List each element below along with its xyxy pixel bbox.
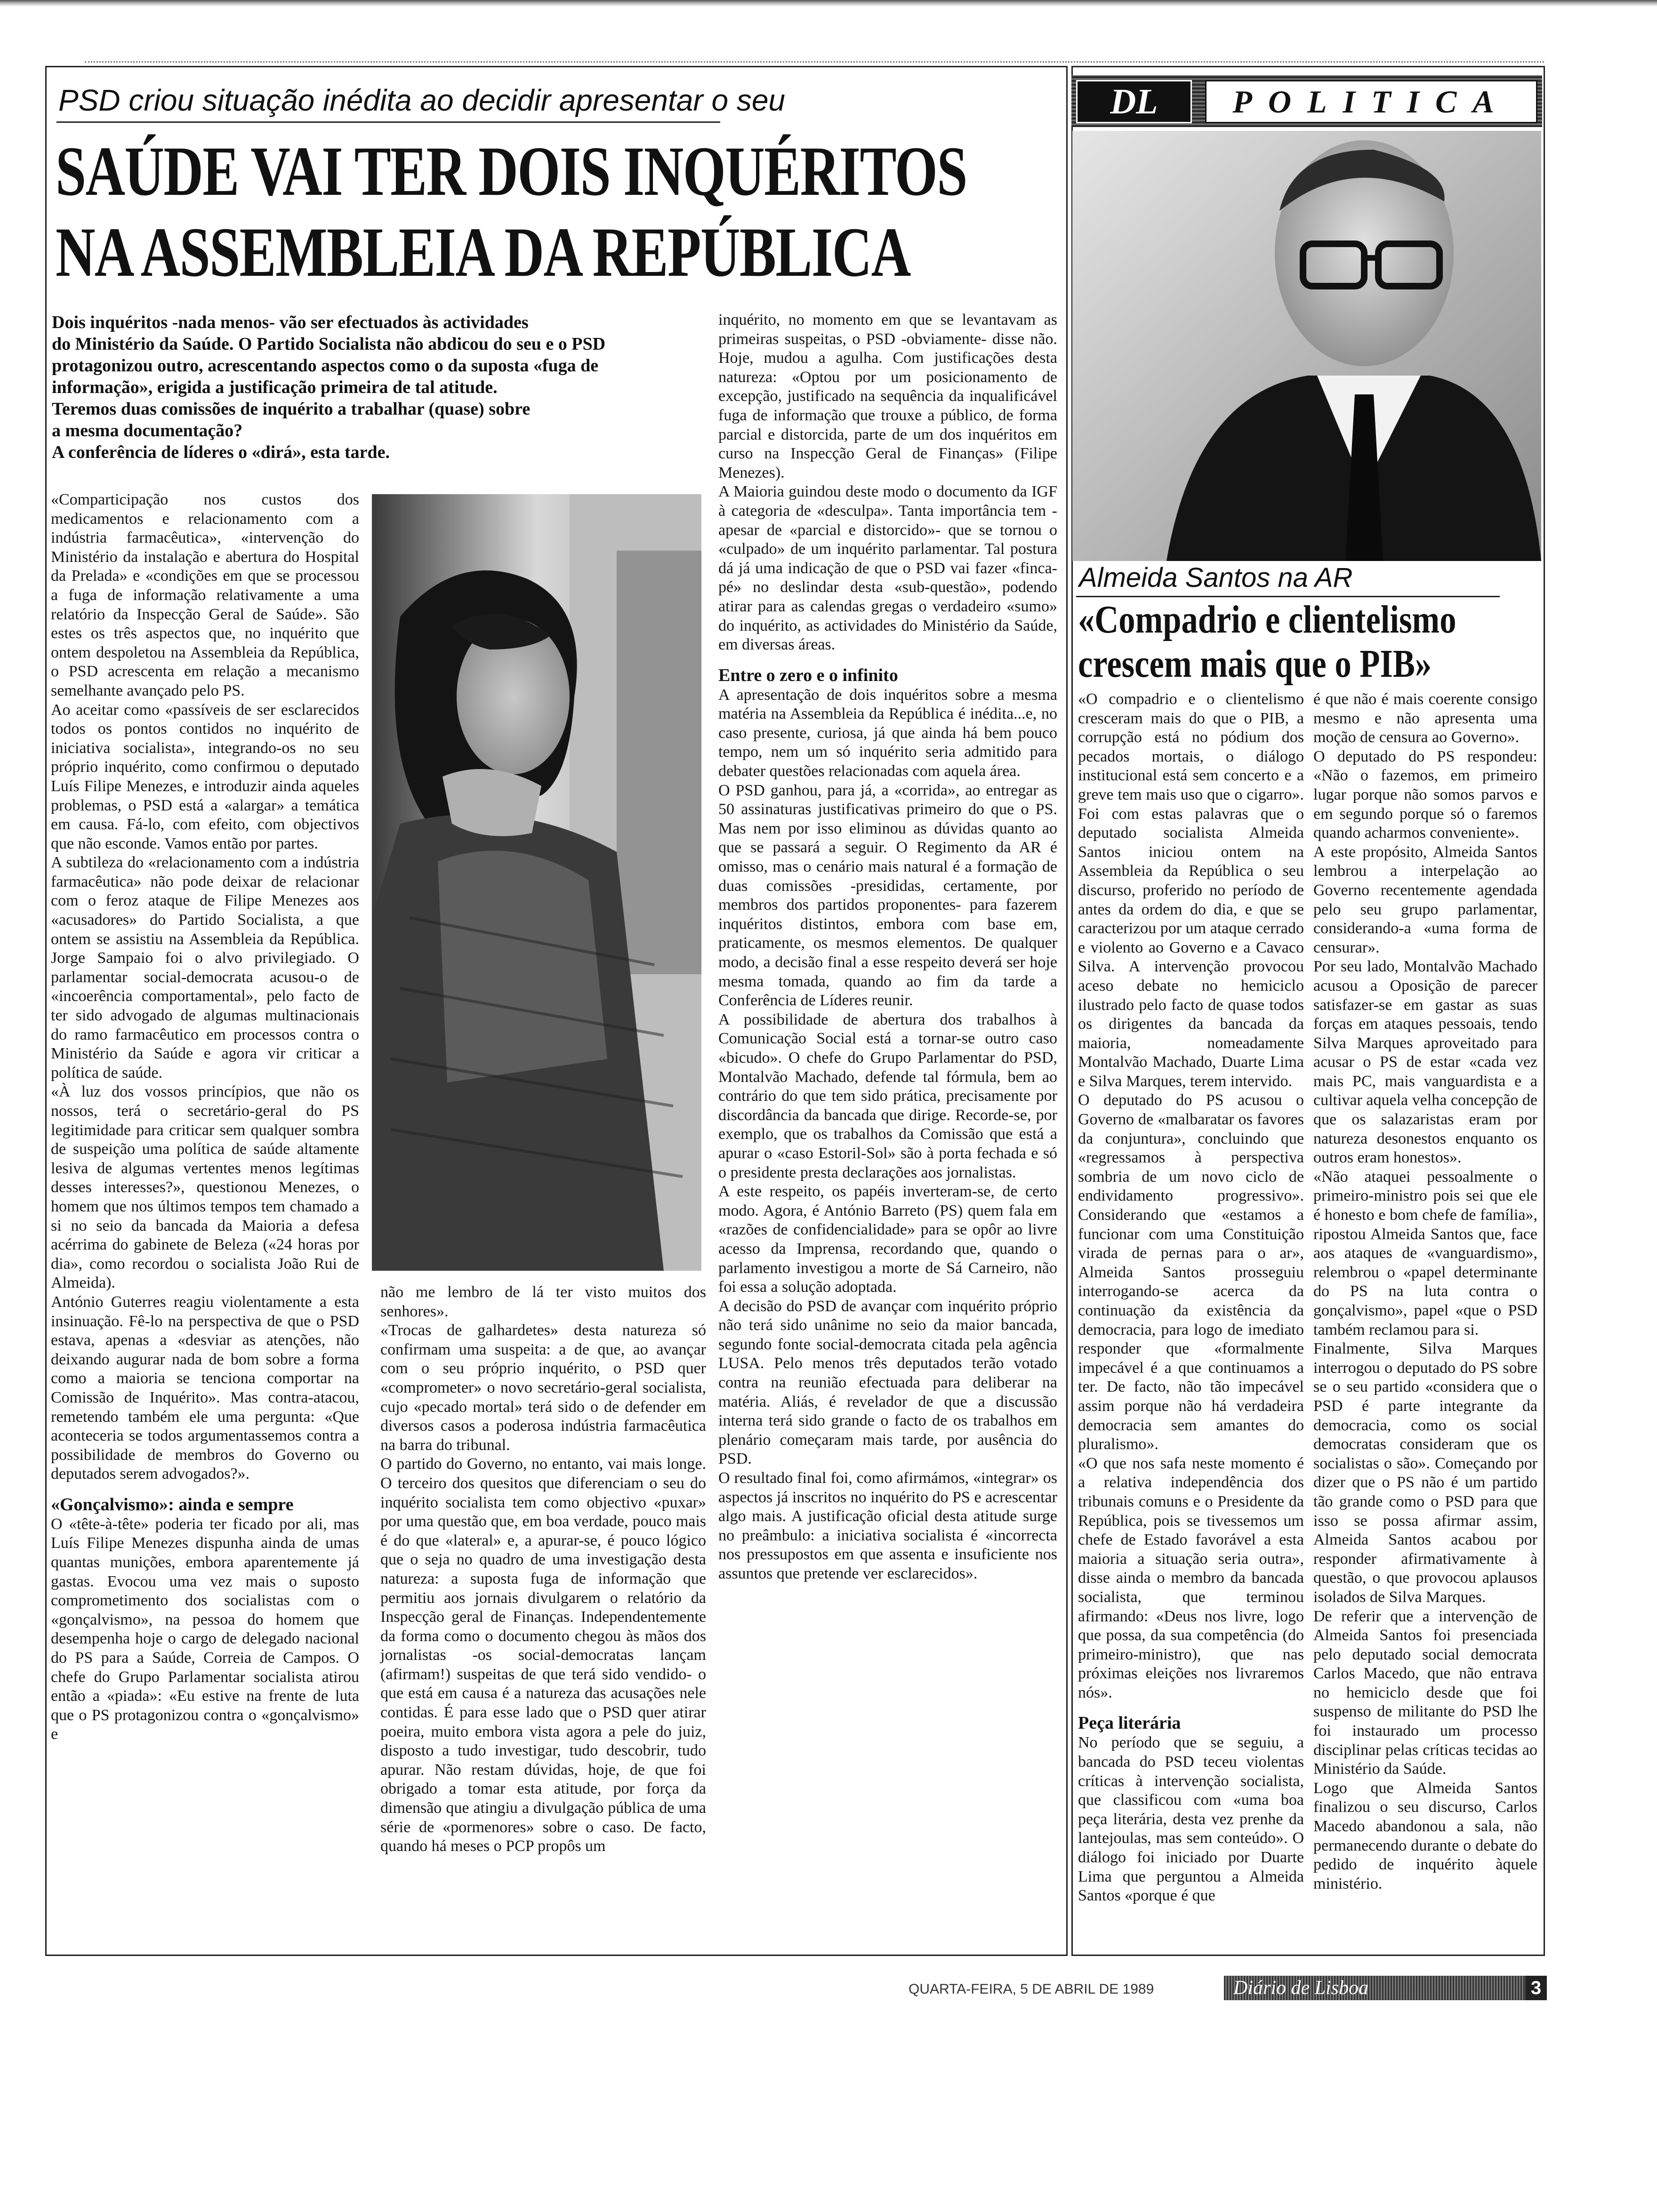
paragraph: Finalmente, Silva Marques interrogou o deputado do PS sobre se o seu partido «considera que o PSD é parte integrante da democracia, como os social democratas consideram que os socialistas o são». Começando por dizer que o PS não é um partido tão grande como o PSD para que isso se possa afirmar assim, Almeida Santos acabou por responder afirmativamente à questão, o que provocou aplausos isolados de Silva Marques.: [1313, 1340, 1537, 1606]
paragraph: não me lembro de lá ter visto muitos dos senhores».: [380, 1283, 706, 1320]
paragraph: «O compadrio e o clientelismo cresceram mais do que o PIB, a corrupção está no pódium dos pecados mortais, o diálogo institucional está sem concerto e a greve tem mais uso que o cigarro». Foi com estas palavras que o deputado socialista Almeida Santos iniciou ontem na Assembleia da República o seu discurso, proferido no período de antes da ordem do dia, e que se caracterizou por um ataque cerrado e violento ao Governo e a Cavaco Silva. A intervenção provocou aceso debate no hemiciclo ilustrado pelo facto de quase todos os dirigentes da bancada da maioria, nomeadamente Montalvão Machado, Duarte Lima e Silva Marques, terem intervido.: [1078, 690, 1304, 1090]
paragraph: O PSD ganhou, para já, a «corrida», ao entregar as 50 assinaturas justificativas primeiro do que o PS. Mas nem por isso eliminou as dúvidas quanto ao que se passará a seguir. O Regimento da AR é omisso, mas o cenário mais natural é a formação de duas comissões -presididas, certamente, por membros dos partidos proponentes- para fazerem inquéritos distintos, embora com base em, praticamente, os mesmos elementos. De qualquer modo, a decisão final a esse respeito deverá ser hoje mesma tomada, quando ao fim da tarde a Conferência de Líderes reunir.: [718, 781, 1057, 1010]
lead-line: do Ministério da Saúde. O Partido Socialista não abdicou do seu e o PSD: [52, 334, 606, 354]
section-logo: [1076, 80, 1192, 123]
lead-line: informação», erigida a justificação primeira de tal atitude.: [52, 377, 498, 397]
lead-line: A conferência de líderes o «dirá», esta tarde.: [52, 442, 390, 462]
scan-edge: [0, 0, 1657, 7]
paragraph: A este propósito, Almeida Santos lembrou a interpelação ao Governo recentemente agendada pelo seu grupo parlamentar, considerando-a «uma forma de censurar».: [1313, 843, 1537, 956]
paragraph: inquérito, no momento em que se levantavam as primeiras suspeitas, o PSD -obviamente- disse não. Hoje, mudou a agulha. Com justificações desta natureza: «Optou por um posicionamento de excepção, justificado na sequência da inqualificável fuga de informação que trouxe a público, de forma parcial e distorcida, parte de um dos inquéritos em curso na Inspecção Geral de Finanças» (Filipe Menezes).: [718, 311, 1057, 481]
paragraph: O deputado do PS respondeu: «Não o fazemos, em primeiro lugar porque não somos parvos e em segundo porque só o faremos quando acharmos conveniente».: [1313, 747, 1537, 842]
headline-line-1: SAÚDE VAI TER DOIS INQUÉRITOS: [56, 132, 967, 210]
paragraph: Por seu lado, Montalvão Machado acusou a Oposição de parecer satisfazer-se em gastar as suas forças em ataques pessoais, tendo Silva Marques aproveitado para acusar o PS de estar «cada vez mais PC, mais vanguardista e a cultivar aquela velha concepção de que os salazaristas eram por natureza desonestos enquanto os outros eram honestos».: [1313, 958, 1537, 1167]
footer-page-number: [1525, 1976, 1547, 2000]
section-name-text: POLITICA: [1232, 83, 1510, 120]
paragraph: A possibilidade de abertura dos trabalhos à Comunicação Social está a tornar-se outro caso «bicudo». O chefe do Grupo Parlamentar do PSD, Montalvão Machado, defende tal fórmula, bem ao contrário do que tem sido prática, precisamente por discordância da bancada que dirige. Recorde-se, por exemplo, que os trabalhos da Comissão que está a apurar o «caso Estoril-Sol» são à porta fechada e só o presidente presta declarações aos jornalistas.: [718, 1010, 1057, 1181]
article-kicker: PSD criou situação inédita ao decidir apresentar o seu: [58, 83, 785, 117]
article-column-2: [380, 1283, 706, 1856]
paragraph: «À luz dos vossos princípios, que não os nossos, terá o secretário-geral do PS legitimidade para criticar sem qualquer sombra de suspeição uma política de saúde altamente lesiva de algumas vertentes menos legítimas desses interesses?», questionou Menezes, o homem que nos últimos tempos tem chamado a si no seio da bancada da Maioria a defesa acérrima do gabinete de Beleza («24 horas por dia», como recordou o socialista João Rui de Almeida).: [51, 1083, 359, 1292]
side-headline-line-2: crescem mais que o PIB»: [1078, 642, 1432, 686]
top-dotted-rule: [85, 61, 1544, 63]
side-column-1: [1078, 690, 1304, 1906]
paragraph: O «tête-à-tête» poderia ter ficado por ali, mas Luís Filipe Menezes dispunha ainda de umas quantas munições, embora aparentemente já gastas. Evocou uma vez mais o suposto comprometimento dos socialistas com o «gonçalvismo», na pessoa do homem que desempenha hoje o cargo de delegado nacional do PS para a Saúde, Correia de Campos. O chefe do Grupo Parlamentar socialista atirou então a «piada»: «Eu estive na frente de luta que o PS protagonizou contra o «gonçalvismo» e: [51, 1515, 359, 1743]
lead-line: Dois inquéritos -nada menos- vão ser efectuados às actividades: [52, 313, 529, 332]
paragraph: A Maioria guindou deste modo o documento da IGF à categoria de «desculpa». Tanta importância tem -apesar de «parcial e distorcido»- que se tornou o «culpado» de um inquérito parlamentar. Tal postura dá já uma indicação de que o PSD vai fazer «finca-pé» no deslindar desta «sub-questão», podendo atirar para as calendas gregas o verdadeiro «sumo» do inquérito, as actividades do Ministério da Saúde, em diversas áreas.: [718, 483, 1057, 654]
footer-date: QUARTA-FEIRA, 5 DE ABRIL DE 1989: [909, 1981, 1154, 1997]
article-lead: [52, 312, 711, 463]
headline-line-2: NA ASSEMBLEIA DA REPÚBLICA: [56, 213, 910, 291]
paragraph: «O que nos safa neste momento é a relativa independência dos tribunais comuns e o Presidente da República, pois se tivessemos um chefe de Estado favorável a esta maioria a situação seria outra», disse ainda o membro da bancada socialista, que terminou afirmando: «Deus nos livre, logo que possa, da sua competência (do primeiro-ministro), que nas próximas eleições nos livraremos nós».: [1078, 1454, 1304, 1701]
kicker-underline: [56, 121, 720, 123]
paragraph: O deputado do PS acusou o Governo de «malbaratar os favores da conjuntura», concluindo que «regressamos à perspectiva sombria de um novo ciclo de endividamento progressivo». Considerando que «estamos a funcionar com uma Constituição virada de pernas para o ar», Almeida Santos prosseguiu interrogando-se acerca da continuação da existência da democracia, para logo de imediato responder que «formalmente impecável é a que continuamos a ter. De facto, não tão impecável assim porque não há verdadeira democracia sem amantes do pluralismo».: [1078, 1091, 1304, 1453]
footer-masthead: [1224, 1976, 1525, 2000]
paragraph: «Trocas de galhardetes» desta natureza só confirmam uma suspeita: a de que, ao avançar com o seu próprio inquérito, o PSD quer «comprometer» o novo secretário-geral socialista, cujo «pecado mortal» terá sido o de defender em diversos casos a poderosa indústria farmacêutica na barra do tribunal.: [380, 1322, 706, 1454]
woman-portrait-photo: [372, 494, 701, 1271]
subheading: Entre o zero e o infinito: [718, 665, 898, 685]
article-column-1: [51, 490, 359, 1744]
subheading: «Gonçalvismo»: ainda e sempre: [51, 1494, 294, 1515]
paragraph: A este respeito, os papéis inverteram-se, de certo modo. Agora, é António Barreto (PS) quem fala em «razões de confidencialidade» para se opôr ao livre acesso da Imprensa, recordando que, quando o parlamento investigou a morte de Sá Carneiro, não foi essa a solução adoptada.: [718, 1183, 1057, 1296]
side-kicker-underline: [1076, 596, 1500, 597]
paragraph: «Comparticipação nos custos dos medicamentos e relacionamento com a indústria farmacêutica», «intervenção do Ministério da instalação e abertura do Hospital da Prelada» e «condições em que se processou a fuga de informação relativamente a uma relatório da Inspecção Geral de Saúde». São estes os três aspectos que, no inquérito que ontem despoletou na Assembleia da República, o PSD acrescenta em relação a mecanismo semelhante avançado pelo PS.: [51, 491, 359, 699]
paragraph: De referir que a intervenção de Almeida Santos foi presenciada pelo deputado social democrata Carlos Macedo, que não entrava no hemiciclo desde que foi suspenso de militante do PSD lhe foi instaurado um processo disciplinar pelas críticas tecidas ao Ministério da Saúde.: [1313, 1607, 1537, 1778]
paragraph: Ao aceitar como «passíveis de ser esclarecidos todos os pontos contidos no inquérito de iniciativa socialista», integrando-os no seu próprio inquérito, como confirmou o deputado Luís Filipe Menezes, e introduzir ainda aqueles problemas, o PSD está a «alargar» a temática em causa. Fá-lo, com efeito, com objectivos que não esconde. Vamos então por partes.: [51, 701, 359, 852]
section-logo-text: DL: [1110, 82, 1158, 121]
page-number: 3: [1530, 1978, 1542, 1998]
almeida-santos-photo: [1072, 131, 1541, 561]
lead-line: a mesma documentação?: [52, 421, 243, 441]
paragraph: António Guterres reagiu violentamente a esta insinuação. Fê-lo na perspectiva de que o PSD estava, apenas a «desviar as atenções, não deixando augurar nada de bom sobre a forma como a maioria se tenciona comportar na Comissão de Inquérito». Mas contra-atacou, remetendo também ele uma pergunta: «Que aconteceria se todos argumentassemos contra a possibilidade de membros do Governo ou deputados serem advogados?».: [51, 1293, 359, 1483]
lead-line: protagonizou outro, acrescentando aspectos como o da suposta «fuga de: [52, 356, 599, 376]
lead-line: Teremos duas comissões de inquérito a trabalhar (quase) sobre: [52, 399, 531, 419]
section-name: [1205, 80, 1537, 123]
paragraph: é que não é mais coerente consigo mesmo e não apresenta uma moção de censura ao Governo».: [1313, 690, 1537, 746]
paragraph: O partido do Governo, no entanto, vai mais longe. O terceiro dos quesitos que diferenciam o seu do inquérito socialista tem como objectivo «puxar» por uma questão que, em boa verdade, pouco mais é do que «lateral» e, a apurar-se, é pouco lógico que o seja no quadro de uma investigação desta natureza: a suposta fuga de informação que permitiu aos jornais divulgarem o relatório da Inspecção geral de Finanças. Independentemente da forma como o documento chegou às mãos dos jornalistas -os social-democratas lançam (afirmam!) suspeitas de que terá sido vendido- o que está em causa é a natureza das acusações nele contidas. É para esse lado que o PSD quer atirar poeira, muito embora vista agora a pele do juiz, disposto a tudo investigar, tudo descobrir, tudo apurar. Não restam dúvidas, hoje, de que foi obrigado a tomar esta atitude, por força da dimensão que atingiu a divulgação pública de uma série de «pormenores» sobre o caso. De facto, quando há meses o PCP propôs um: [380, 1455, 706, 1855]
subheading: Peça literária: [1078, 1713, 1181, 1733]
paragraph: Logo que Almeida Santos finalizou o seu discurso, Carlos Macedo abandonou a sala, não permanecendo durante o debate do pedido de inquérito àquele ministério.: [1313, 1779, 1537, 1892]
side-kicker: Almeida Santos na AR: [1079, 562, 1353, 593]
paragraph: No período que se seguiu, a bancada do PSD teceu violentas críticas à intervenção socialista, que classificou com «uma boa peça literária, desta vez prenhe da lantejoulas, mas sem conteúdo». O diálogo foi iniciado por Duarte Lima que perguntou a Almeida Santos «porque é que: [1078, 1734, 1304, 1905]
paragraph: «Não ataquei pessoalmente o primeiro-ministro pois sei que ele é honesto e bom chefe de família», ripostou Almeida Santos que, face aos ataques de «vanguardismo», relembrou o «papel determinante do PS na luta contra o gonçalvismo», papel «que o PSD também reclamou para si.: [1313, 1168, 1537, 1338]
side-headline-line-1: «Compadrio e clientelismo: [1078, 598, 1456, 641]
footer-paper-name: Diário de Lisboa: [1233, 1977, 1369, 1999]
paragraph: A apresentação de dois inquéritos sobre a mesma matéria na Assembleia da República é inédita...e, no caso presente, curiosa, já que ainda há bem pouco tempo, nem um só inquérito seria admitido para debater questões relacionadas com aquela área.: [718, 686, 1057, 780]
paragraph: A subtileza do «relacionamento com a indústria farmacêutica» não pode deixar de relacionar com o feroz ataque de Filipe Menezes aos «acusadores» do Partido Socialista, a que ontem se assistiu na Assembleia da República. Jorge Sampaio foi o alvo privilegiado. O parlamentar social-democrata acusou-o de «incoerência comportamental», pelo facto de ter sido advogado de algumas multinacionais do ramo farmacêutico em processos contra o Ministério da Saúde e agora vir criticar a política de saúde.: [51, 854, 359, 1082]
article-column-3: [718, 311, 1057, 1584]
paragraph: O resultado final foi, como afirmámos, «integrar» os aspectos já inscritos no inquérito do PS e acrescentar algo mais. A justificação oficial desta atitude surge no preâmbulo: a iniciativa socialista é «incorrecta nos pressupostos em que assenta e insuficiente nos assuntos que pretende ver esclarecidos».: [718, 1469, 1057, 1582]
paragraph: A decisão do PSD de avançar com inquérito próprio não terá sido unânime no seio da maior bancada, segundo fonte social-democrata citada pela agência LUSA. Pelo menos três deputados terão votado contra na reunião efectuada para deliberar na matéria. Aliás, é revelador de que a discussão interna terá sido grande o facto de os trabalhos em plenário começaram mais tarde, por ausência do PSD.: [718, 1297, 1057, 1468]
side-column-2: [1313, 690, 1537, 1893]
